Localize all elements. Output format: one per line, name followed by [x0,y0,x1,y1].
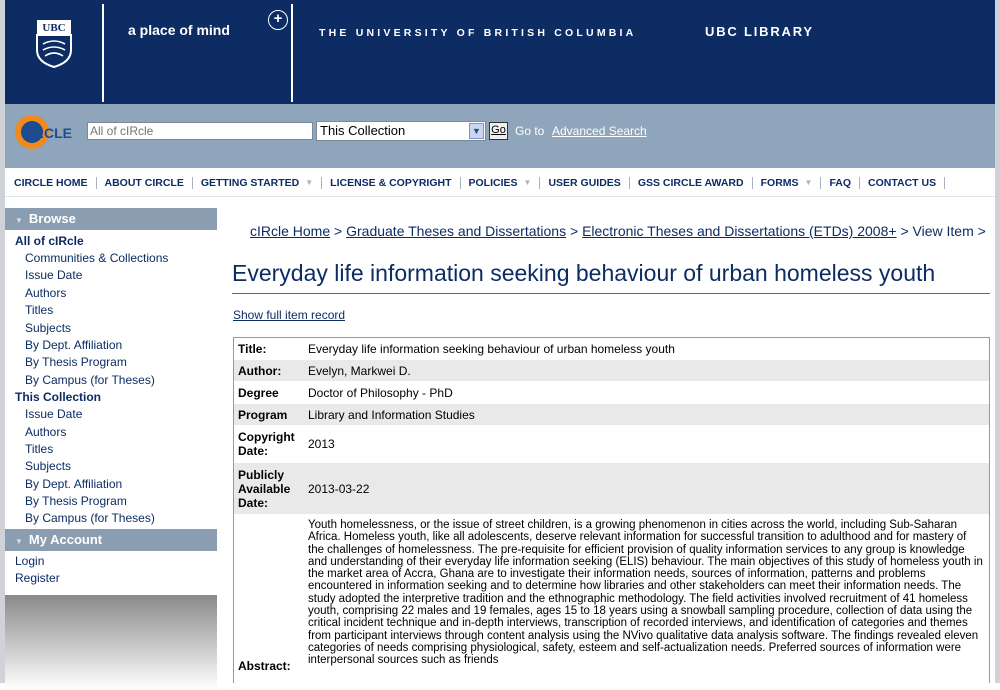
sidebar-item-issue-date[interactable]: Issue Date [25,407,83,422]
nav-getting-started[interactable]: GETTING STARTED [200,176,300,189]
sidebar-item-subjects[interactable]: Subjects [25,459,72,474]
sidebar-item-thesis-program[interactable]: By Thesis Program [25,494,127,509]
field-value: Doctor of Philosophy - PhD [308,385,453,400]
field-label: Copyright Date: [238,430,295,458]
field-label: Degree [238,385,279,400]
table-row [234,360,989,382]
sidebar-item-campus[interactable]: By Campus (for Theses) [25,511,155,526]
university-name-link[interactable]: THE UNIVERSITY OF BRITISH COLUMBIA [319,27,637,39]
search-band [5,104,995,168]
breadcrumb-theses[interactable]: Graduate Theses and Dissertations [346,223,567,239]
field-label: Program [238,407,288,422]
go-button[interactable]: Go [489,122,508,140]
ubc-library-link[interactable]: UBC LIBRARY [705,24,814,39]
sidebar-item-titles[interactable]: Titles [25,303,54,318]
sidebar-item-thesis-program[interactable]: By Thesis Program [25,355,127,370]
triangle-down-icon: ▼ [15,536,23,546]
chevron-down-icon[interactable]: ▼ [305,178,314,187]
sidebar-item-communities[interactable]: Communities & Collections [25,251,169,265]
breadcrumb-separator: > [977,223,986,239]
breadcrumb-circle-home[interactable]: cIRcle Home [250,223,331,239]
table-row [234,382,989,404]
field-value: Library and Information Studies [308,407,475,422]
triangle-down-icon: ▼ [15,216,23,225]
sidebar-gradient [5,595,217,690]
chevron-down-icon[interactable]: ▼ [469,123,484,139]
nav-policies[interactable]: POLICIES [468,176,518,189]
sidebar-item-issue-date[interactable]: Issue Date [25,268,83,283]
sidebar-item-authors[interactable]: Authors [25,285,67,300]
field-label: Publicly Available Date: [238,467,291,510]
sidebar-item-campus[interactable]: By Campus (for Theses) [25,372,155,387]
circle-logo-icon[interactable] [13,113,79,151]
breadcrumb-etds[interactable]: Electronic Theses and Dissertations (ETDs) 2008+ [582,223,897,239]
field-label: Author: [238,363,282,378]
breadcrumb-separator: > [900,223,909,239]
field-label: Title: [238,341,267,356]
ubc-crest-icon[interactable] [35,18,73,68]
table-row [234,463,989,515]
abstract-label: Abstract: [238,659,291,673]
breadcrumb [250,223,986,239]
nav-faq[interactable]: FAQ [829,176,852,189]
breadcrumb-separator: > [334,223,343,239]
sidebar-item-dept-affiliation[interactable]: By Dept. Affiliation [25,476,123,491]
show-full-record-link[interactable]: Show full item record [233,308,346,322]
crest-text: UBC [42,22,66,34]
field-value: 2013 [308,437,335,451]
nav-license-copyright[interactable]: LICENSE & COPYRIGHT [330,176,452,189]
go-to-label: Go to [515,124,545,138]
nav-user-guides[interactable]: USER GUIDES [548,176,621,189]
ubc-header [5,0,995,104]
sidebar-item-titles[interactable]: Titles [25,441,54,456]
scope-select[interactable] [316,121,486,141]
nav-gss-circle-award[interactable]: GSS CIRCLE AWARD [637,176,744,189]
search-input[interactable] [87,122,313,140]
sidebar-item-subjects[interactable]: Subjects [25,320,72,335]
advanced-search-link[interactable]: Advanced Search [552,124,647,138]
register-link[interactable]: Register [15,570,60,585]
nav-circle-home[interactable]: CIRCLE HOME [14,176,88,189]
item-record-table [233,337,990,683]
sidebar-item-authors[interactable]: Authors [25,424,67,439]
sidebar-group-collection[interactable]: This Collection [15,390,102,405]
expand-plus-button[interactable]: + [268,10,288,30]
login-link[interactable]: Login [15,553,45,568]
browse-heading[interactable]: ▼ Browse [5,208,217,230]
nav-contact-us[interactable]: CONTACT US [868,176,937,189]
chevron-down-icon[interactable]: ▼ [523,178,532,187]
chevron-down-icon[interactable]: ▼ [804,178,813,187]
field-value: Everyday life information seeking behaviour of urban homeless youth [308,341,675,356]
nav-forms[interactable]: FORMS [760,176,799,189]
breadcrumb-current: View Item [912,223,974,239]
abstract-text: Youth homelessness, or the issue of street children, is a growing phenomenon in cities across the world, including Sub-Saharan Africa. Homeless youth, like all adolescents, deserve relevant information for successful transition to adulthood and for mastery of the challenges of homelessness. The pre-requisite for efficient provision of quality information services to any group is knowledge and understanding of their everyday life information seeking (ELIS) behaviour. The main objectives of this study of homeless youth in the market area of Accra, Ghana are to investigate their information needs, sources of information, patterns and problems encountered in information seeking and to determine how libraries and other stakeholders can meet their information needs. The study adopted the interpretive tradition and the ethnographic methodology. The field activities involved recruitment of 41 homeless youth, comprising 22 males and 19 females, ages 15 to 18 years using a snowball sampling procedure, collection of data using the critical incident technique and in-depth interviews, transcription of recorded interviews, and identification of categories and themes from participant interviews through content analysis using the NVivo qualitative data analysis software. The findings revealed eleven categories of needs comprising physiological, safety, esteem and self-actualization needs. Preferred sources of information were interpersonal sources such as friends [308,519,983,667]
field-value: Evelyn, Markwei D. [308,363,411,378]
scope-selected-value: This Collection [320,123,406,138]
sidebar [5,208,217,690]
my-account-heading[interactable]: ▼ My Account [5,529,217,551]
breadcrumb-separator: > [569,223,579,239]
sidebar-item-dept-affiliation[interactable]: By Dept. Affiliation [25,337,123,352]
page-title: Everyday life information seeking behaviour of urban homeless youth [232,260,990,294]
sidebar-group-all[interactable]: All of cIRcle [15,234,84,248]
table-row [234,515,989,683]
tagline: a place of mind [128,22,230,38]
field-value: 2013-03-22 [308,481,370,496]
table-row [234,426,989,463]
main-nav [5,168,995,197]
nav-about-circle[interactable]: ABOUT CIRCLE [104,176,184,189]
table-row [234,404,989,426]
table-row [234,338,989,360]
circle-logo-text: IRCLE [30,125,72,141]
